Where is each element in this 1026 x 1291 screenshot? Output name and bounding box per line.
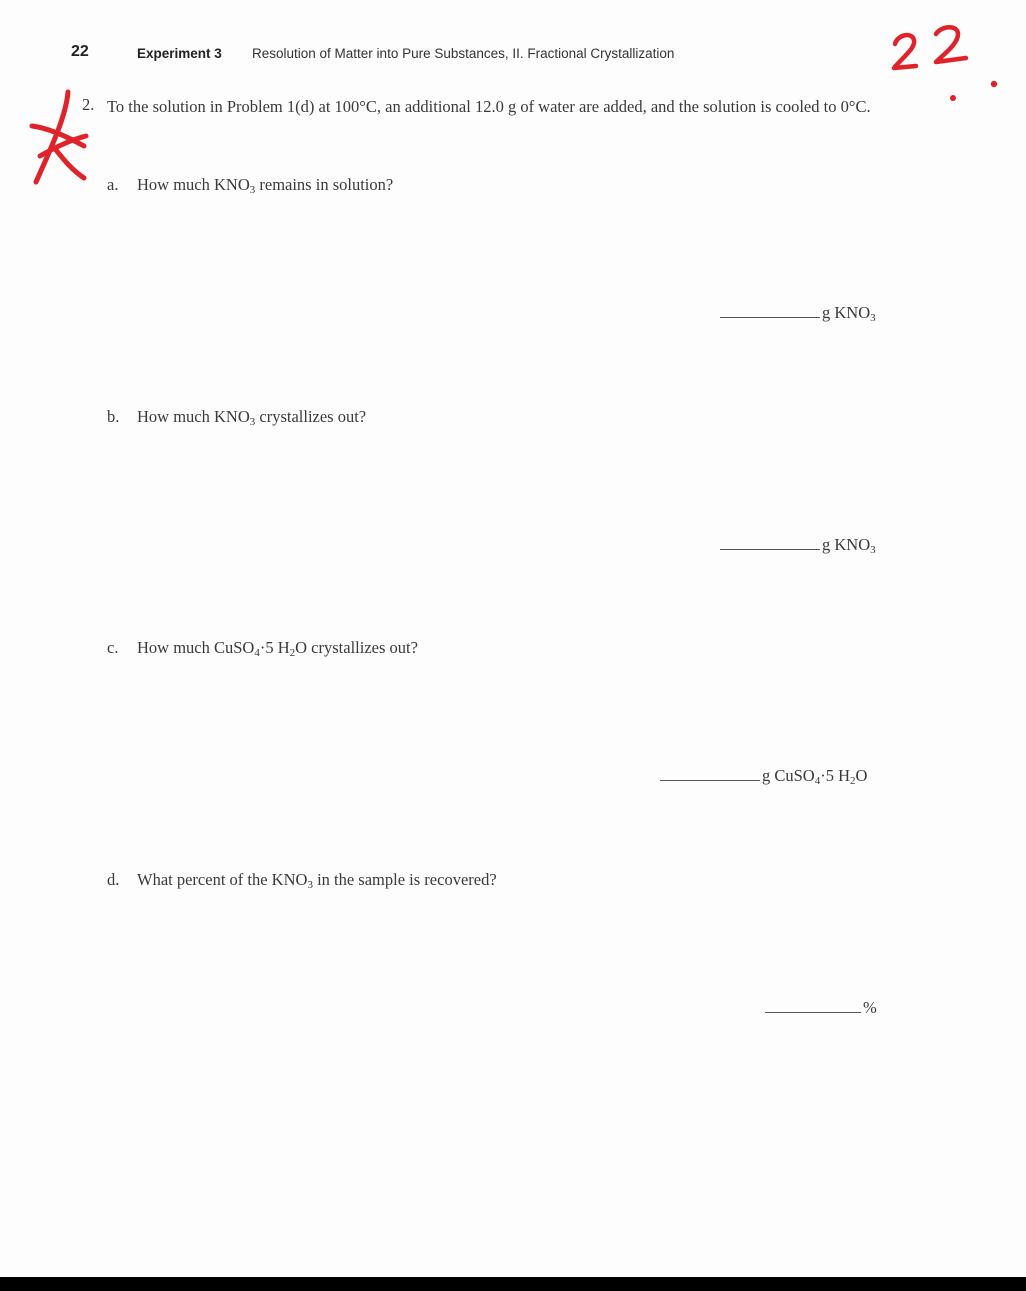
answer-blank[interactable] bbox=[765, 1011, 861, 1013]
question-label: b. bbox=[107, 407, 120, 426]
answer-d: % bbox=[765, 998, 877, 1018]
question-label: d. bbox=[107, 870, 120, 889]
problem-text: To the solution in Problem 1(d) at 100°C, an additional 12.0 g of water are added, and the solution is cooled to 0°C. bbox=[107, 97, 871, 116]
question-label: c. bbox=[107, 638, 119, 657]
answer-a: g $KNO_3$ bbox=[720, 303, 876, 324]
question-a: a. How much $KNO_3$ remains in solution? bbox=[107, 175, 394, 196]
page-number: 22 bbox=[71, 43, 89, 60]
answer-blank[interactable] bbox=[720, 316, 820, 318]
answer-b: g $KNO_3$ bbox=[720, 535, 876, 556]
handwritten-score bbox=[890, 22, 1010, 112]
question-label: a. bbox=[107, 175, 119, 194]
question-b: b. How much $KNO_3$ crystallizes out? bbox=[107, 407, 367, 428]
question-d: d. What percent of the $KNO_3$ in the sample is recovered? bbox=[107, 870, 497, 891]
problem-number: 2. bbox=[82, 95, 95, 114]
answer-c: g CuSO$_4$·5 $H_2O$ bbox=[660, 766, 867, 787]
answer-blank[interactable] bbox=[660, 779, 760, 781]
question-c: c. How much CuSO$_4$·5 $H_2O$ crystallizes out? bbox=[107, 638, 418, 659]
experiment-label: Experiment 3 bbox=[137, 46, 222, 61]
experiment-title: Resolution of Matter into Pure Substances, II. Fractional Crystallization bbox=[252, 46, 675, 61]
bottom-bar bbox=[0, 1277, 1026, 1291]
answer-blank[interactable] bbox=[720, 548, 820, 550]
